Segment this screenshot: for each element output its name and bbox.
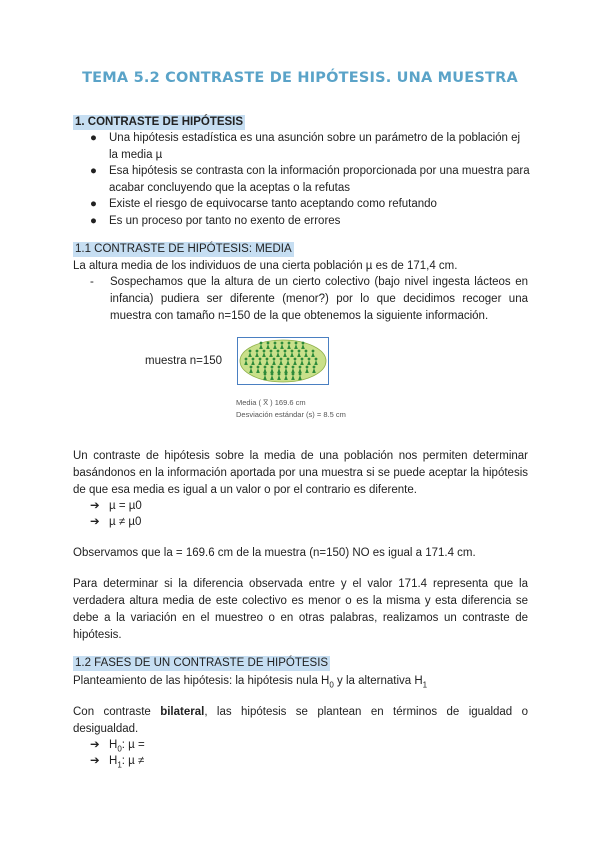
subscript: 1 — [422, 680, 428, 690]
arrow-icon: ➔ — [90, 739, 100, 751]
person-icon-head — [274, 342, 277, 345]
person-icon-head — [280, 358, 283, 361]
person-icon-head — [271, 373, 274, 376]
dash-marker: - — [90, 276, 94, 288]
person-icon-head — [278, 373, 281, 376]
arrow-icon: ➔ — [90, 755, 100, 767]
person-icon-head — [295, 342, 298, 345]
person-icon-head — [285, 366, 288, 369]
person-icon-head — [270, 350, 273, 353]
text-part: : µ ≠ — [121, 755, 145, 767]
bilateral-paragraph — [73, 704, 528, 738]
person-icon-head — [257, 366, 260, 369]
person-icon-head — [308, 358, 311, 361]
list-item-text: Es un proceso por tanto no exento de errores — [109, 214, 341, 227]
bullet-icon: ● — [90, 165, 97, 177]
subscript: 1 — [117, 760, 122, 770]
person-icon-head — [249, 350, 252, 353]
person-icon-head — [306, 366, 309, 369]
person-icon-head — [273, 358, 276, 361]
person-icon-head — [301, 358, 304, 361]
subscript: 0 — [329, 680, 334, 690]
person-icon-head — [299, 373, 302, 376]
person-icon-head — [292, 366, 295, 369]
h1-item — [90, 753, 144, 773]
person-icon-head — [271, 366, 274, 369]
list-item-text: Una hipótesis estadística es una asunción sobre un parámetro de la población ej la media µ — [109, 132, 521, 161]
paragraph-hypothesis-definition: Un contraste de hipótesis sobre la media de una población nos permiten determinar basándonos en la información aportada por una muestra si se puede aceptar la hipótesis de que esa media es igual a un valor o por el contrario es diferente. — [73, 450, 528, 496]
text-part: H — [109, 755, 118, 767]
person-icon-head — [315, 358, 318, 361]
person-icon-head — [299, 366, 302, 369]
person-icon-head — [287, 358, 290, 361]
person-icon-head — [266, 358, 269, 361]
person-icon-head — [313, 366, 316, 369]
arrow-icon: ➔ — [90, 500, 100, 512]
person-icon-head — [245, 358, 248, 361]
person-icon-head — [277, 350, 280, 353]
sample-statistics — [236, 397, 346, 421]
bold-term: bilateral — [160, 706, 205, 718]
person-icon-head — [305, 350, 308, 353]
person-icon-head — [264, 366, 267, 369]
person-icon-head — [250, 366, 253, 369]
person-icon-head — [260, 342, 263, 345]
page-title: TEMA 5.2 CONTRASTE DE HIPÓTESIS. UNA MUESTRA — [82, 70, 518, 86]
arrow-icon: ➔ — [90, 516, 100, 528]
person-icon-head — [284, 350, 287, 353]
text-part: Planteamiento de las hipótesis: la hipótesis nula H — [73, 675, 330, 687]
text-part: H — [109, 739, 118, 751]
list-item-text: Esa hipótesis se contrasta con la información proporcionada por una muestra para acabar concluyendo que la aceptas o la refutas — [109, 165, 530, 194]
section-1-2-heading: 1.2 FASES DE UN CONTRASTE DE HIPÓTESIS — [75, 657, 329, 669]
sample-population-illustration — [237, 337, 329, 385]
bullet-icon: ● — [90, 198, 97, 210]
subscript: 0 — [117, 744, 122, 754]
person-icon-head — [252, 358, 255, 361]
arrow-item-text: µ = µ0 — [109, 500, 142, 512]
list-item — [90, 213, 530, 230]
person-icon-head — [294, 358, 297, 361]
person-icon-head — [288, 342, 291, 345]
text-part: , las hipótesis se plantean en términos de igualdad o desigualdad. — [73, 706, 528, 735]
person-icon-head — [281, 342, 284, 345]
text-part: : µ = — [121, 739, 145, 751]
list-item-text: Existe el riesgo de equivocarse tanto aceptando como refutando — [109, 198, 437, 210]
person-icon-head — [256, 350, 259, 353]
text-part: y la alternativa H — [333, 675, 423, 687]
bullet-icon: ● — [90, 214, 97, 227]
sample-mean: Media ( X̅ ) 169.6 cm — [236, 398, 306, 407]
sample-sd: Desviación estándar (s) = 8.5 cm — [236, 410, 346, 419]
person-icon-head — [298, 350, 301, 353]
list-item — [90, 163, 530, 196]
person-icon-head — [312, 350, 315, 353]
text-part: Con contraste — [73, 706, 161, 718]
intro-paragraph: La altura media de los individuos de una cierta población µ es de 171,4 cm. — [73, 260, 458, 272]
person-icon-head — [302, 342, 305, 345]
person-icon-head — [292, 373, 295, 376]
section-1-heading: 1. CONTRASTE DE HIPÓTESIS — [75, 116, 244, 128]
person-icon-head — [285, 373, 288, 376]
person-icon-head — [291, 350, 294, 353]
section-1-bullet-list — [90, 130, 530, 229]
arrow-item — [90, 498, 142, 514]
list-item — [90, 196, 530, 213]
bullet-icon: ● — [90, 132, 97, 144]
section-1-1-heading: 1.1 CONTRASTE DE HIPÓTESIS: MEDIA — [75, 243, 292, 255]
person-icon-head — [263, 350, 266, 353]
person-icon-head — [264, 373, 267, 376]
dash-paragraph: Sospechamos que la altura de un cierto colectivo (bajo nivel ingesta lácteos en infancia) pudiera ser diferente (menor?) por lo que decidimos recoger una muestra con tamaño n=150 de la que obtenemos la siguiente información. — [110, 276, 528, 322]
arrow-item-text: µ ≠ µ0 — [109, 516, 142, 528]
paragraph-observation: Observamos que la = 169.6 cm de la muestra (n=150) NO es igual a 171.4 cm. — [73, 547, 476, 559]
person-icon-head — [267, 342, 270, 345]
sample-label: muestra n=150 — [145, 355, 223, 367]
arrow-item — [90, 514, 141, 530]
list-item — [90, 130, 530, 163]
paragraph-difference: Para determinar si la diferencia observada entre y el valor 171.4 representa que la verdadera altura media de este colectivo es menor o es la misma y esta diferencia se debe a la variación en el muestreo o en otras palabras, realizamos un contraste de hipótesis. — [73, 578, 528, 641]
person-icon-head — [278, 366, 281, 369]
hypotheses-statement — [73, 673, 533, 693]
person-icon-head — [259, 358, 262, 361]
